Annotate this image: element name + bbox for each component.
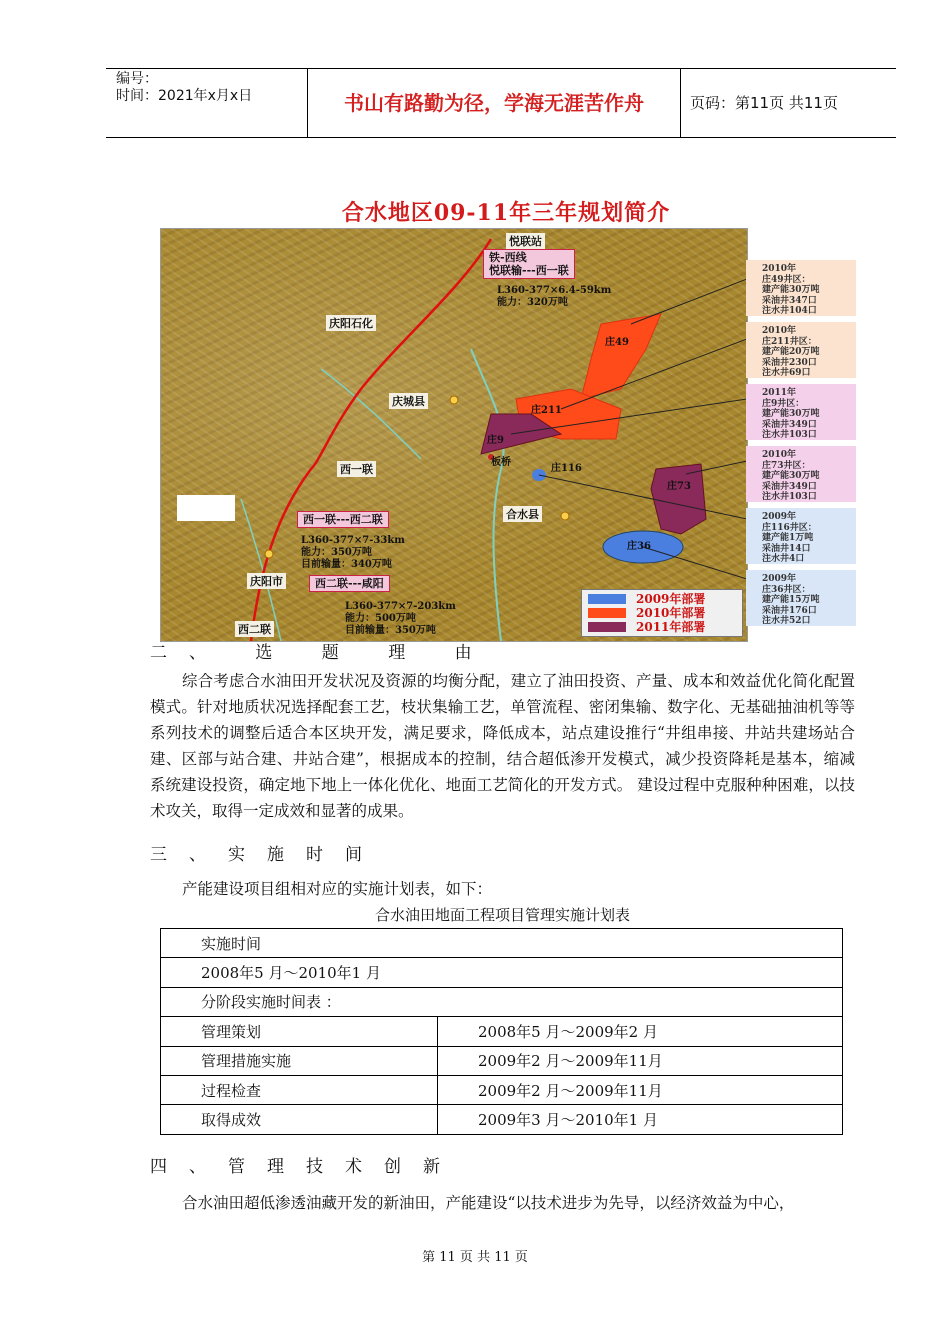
header-motto: 书山有路勤为径，学海无涯苦作舟 [308, 69, 681, 137]
blank-patch [177, 495, 235, 521]
table-row: 分阶段实施时间表 ： [161, 987, 843, 1016]
pipeline-2-spec: L360-377×7-33km [301, 535, 405, 546]
place-qingyang-petro: 庆阳石化 [326, 315, 376, 331]
section2-heading: 二、 选 题 理 由 [150, 643, 494, 663]
map-legend [581, 589, 743, 637]
place-banqiao: 板桥 [491, 457, 511, 468]
pipeline-2-cur: 目前输量：340万吨 [301, 559, 392, 570]
legend-item: 2010年部署 [588, 606, 736, 620]
plan-map-figure [146, 196, 858, 644]
pipeline-3-cur: 目前输量：350万吨 [345, 625, 436, 636]
region-info-box: 2009年 庄36井区： 建产能15万吨 采油井176口 注水井52口 [746, 570, 856, 626]
table-caption: 合水油田地面工程项目管理实施计划表 [374, 906, 630, 924]
header-page: 页码：第11页 共11页 [690, 94, 838, 112]
section4-body: 合水油田超低渗透油藏开发的新油田，产能建设“以技术进步为先导，以经济效益为中心， [182, 1194, 795, 1212]
number-label: 编号： [116, 71, 158, 87]
region-info-box: 2011年 庄9井区： 建产能30万吨 采油井349口 注水井103口 [746, 384, 856, 440]
pipeline-2-name: 西一联---西二联 [297, 511, 389, 528]
place-xierlian: 西二联 [235, 621, 274, 637]
pipeline-3-name: 西二联---咸阳 [309, 575, 390, 592]
region-z116: 庄116 [551, 463, 582, 474]
section3-heading: 三、实施时间 [150, 845, 384, 865]
pipeline-2-cap: 能力：350万吨 [301, 547, 372, 558]
header-meta [106, 69, 308, 137]
section3-intro: 产能建设项目组相对应的实施计划表，如下： [182, 880, 493, 898]
section4-heading: 四、管理技术创新 [150, 1157, 462, 1177]
table-row: 管理措施实施 2009年2 月～2009年11月 [161, 1046, 843, 1075]
region-info-box: 2009年 庄116井区： 建产能1万吨 采油井14口 注水井4口 [746, 508, 856, 564]
pipeline-1-name: 铁-西线 悦联输---西一联 [483, 249, 575, 279]
place-xiyilian: 西一联 [337, 461, 376, 477]
legend-item: 2011年部署 [588, 620, 736, 634]
table-row: 取得成效 2009年3 月～2010年1 月 [161, 1105, 843, 1134]
page-header [106, 68, 896, 138]
region-info-box: 2010年 庄73井区： 建产能30万吨 采油井349口 注水井103口 [746, 446, 856, 502]
table-row: 实施时间 [161, 929, 843, 958]
legend-item: 2009年部署 [588, 592, 736, 606]
pipeline-1-spec: L360-377×6.4-59km [497, 285, 612, 296]
region-z73: 庄73 [667, 481, 691, 492]
region-z211: 庄211 [531, 405, 562, 416]
place-yuelian: 悦联站 [506, 233, 545, 249]
map-image [160, 228, 748, 642]
pipeline-3-spec: L360-377×7-203km [345, 601, 456, 612]
time-label: 时间：2021年x月x日 [116, 88, 253, 104]
table-row: 管理策划 2008年5 月～2009年2 月 [161, 1017, 843, 1046]
section2-body: 综合考虑合水油田开发状况及资源的均衡分配，建立了油田投资、产量、成本和效益优化简化配置模式。针对地质状况选择配套工艺，枝状集输工艺，单管流程、密闭集输、数字化、无基础抽油机等等系列技术的调整后适合本区块开发，满足要求，降低成本，站点建设推行“井组串接、井站共建场站合建、区部与站合建、井站合建”，根据成本的控制，结合超低渗开发模式，减少投资降耗是基本，缩减系统建设投资，确定地下地上一体化优化、地面工艺简化的开发方式。 建设过程中克服种种困难，以技术攻关，取得一定成效和显著的成果。 [150, 672, 855, 820]
pipeline-1-cap: 能力：320万吨 [497, 297, 568, 308]
region-info-box: 2010年 庄49井区： 建产能30万吨 采油井347口 注水井104口 [746, 260, 856, 316]
region-z36: 庄36 [627, 541, 651, 552]
region-info-box: 2010年 庄211井区： 建产能20万吨 采油井230口 注水井69口 [746, 322, 856, 378]
region-info-column [746, 260, 856, 632]
figure-title: 合水地区09-11年三年规划简介 [341, 200, 671, 226]
table-row: 2008年5 月～2010年1 月 [161, 958, 843, 987]
place-qingcheng: 庆城县 [389, 393, 428, 409]
page-footer: 第 11 页 共 11 页 [422, 1250, 528, 1265]
table-row: 过程检查 2009年2 月～2009年11月 [161, 1075, 843, 1104]
schedule-table [160, 928, 843, 1135]
place-qingyang-city: 庆阳市 [247, 573, 286, 589]
region-z9: 庄9 [487, 435, 504, 446]
pipeline-3-cap: 能力：500万吨 [345, 613, 416, 624]
place-heshui: 合水县 [503, 506, 542, 522]
region-z49: 庄49 [605, 337, 629, 348]
